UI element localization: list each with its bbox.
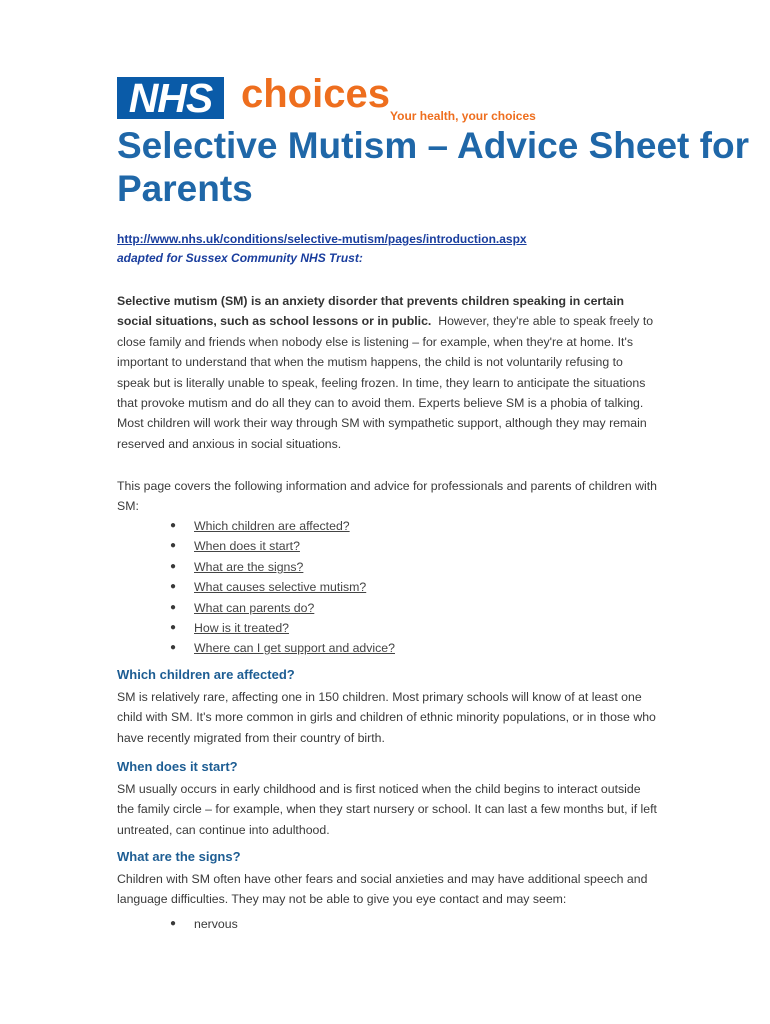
intro-paragraph xyxy=(117,291,657,454)
signs-list xyxy=(168,914,238,934)
page-title: Selective Mutism – Advice Sheet for Parents xyxy=(117,125,749,209)
toc-item xyxy=(168,577,395,597)
nhs-logo: NHS xyxy=(117,77,224,119)
heading-affected: Which children are affected? xyxy=(117,667,295,682)
toc-link-support[interactable]: Where can I get support and advice? xyxy=(194,641,395,656)
toc-item xyxy=(168,516,395,536)
toc-item xyxy=(168,536,395,556)
bullet-icon: ● xyxy=(170,581,177,593)
bullet-icon: ● xyxy=(170,560,177,572)
bullet-icon: ● xyxy=(170,601,177,613)
bullet-icon: ● xyxy=(170,642,177,654)
toc-item xyxy=(168,557,395,577)
tagline: Your health, your choices xyxy=(390,109,536,123)
heading-signs: What are the signs? xyxy=(117,849,241,864)
bullet-icon: ● xyxy=(170,520,177,531)
signs-paragraph: Children with SM often have other fears and social anxieties and may have additional speech and language difficulties. They may not be able to give you eye contact and may seem: xyxy=(117,872,648,907)
toc-item xyxy=(168,598,395,618)
start-paragraph: SM usually occurs in early childhood and is first noticed when the child begins to interact outside the family circle – for example, when they start nursery or school. It can last a few months but, if left untreated, can continue into adulthood. xyxy=(117,782,657,837)
list-item xyxy=(168,914,238,934)
toc-link-start[interactable]: When does it start? xyxy=(194,539,300,554)
intro-rest: However, they're able to speak freely to close family and friends when nobody else is listening – for example, when they're at home. It's important to understand that when the mutism happens, the child is not voluntarily refusing to speak but is literally unable to speak, feeling frozen. In time, they learn to anticipate the situations that provoke mutism and do all they can to avoid them. Experts believe SM is a phobia of talking. Most children will work their way through SM with sympathetic support, although they may remain reserved and anxious in social situations. xyxy=(117,314,654,451)
bullet-icon: ● xyxy=(170,918,177,929)
toc-link-signs[interactable]: What are the signs? xyxy=(194,559,304,574)
affected-paragraph: SM is relatively rare, affecting one in 150 children. Most primary schools will know of at least one child with SM. It's more common in girls and children of ethnic minority populations, or in those who have recently migrated from their country of birth. xyxy=(117,690,656,745)
table-of-contents xyxy=(168,516,395,659)
toc-link-causes[interactable]: What causes selective mutism? xyxy=(194,580,367,595)
toc-link-treated[interactable]: How is it treated? xyxy=(194,620,290,635)
covers-paragraph: This page covers the following information and advice for professionals and parents of children with SM: xyxy=(117,479,657,514)
toc-item xyxy=(168,618,395,638)
bullet-icon: ● xyxy=(170,621,177,633)
toc-link-affected[interactable]: Which children are affected? xyxy=(194,519,350,533)
bullet-icon: ● xyxy=(170,540,177,552)
heading-start: When does it start? xyxy=(117,759,238,774)
toc-item xyxy=(168,638,395,658)
source-link[interactable]: http://www.nhs.uk/conditions/selective-mutism/pages/introduction.aspx xyxy=(117,232,527,246)
choices-logo: choices xyxy=(241,72,390,116)
toc-link-parents[interactable]: What can parents do? xyxy=(194,600,315,615)
sign-item-nervous: nervous xyxy=(194,917,238,931)
adapted-note: adapted for Sussex Community NHS Trust: xyxy=(117,251,363,265)
intro-bold: Selective mutism (SM) is an anxiety disorder that prevents children speaking in certain social situations, such as school lessons or in public. xyxy=(117,294,625,329)
